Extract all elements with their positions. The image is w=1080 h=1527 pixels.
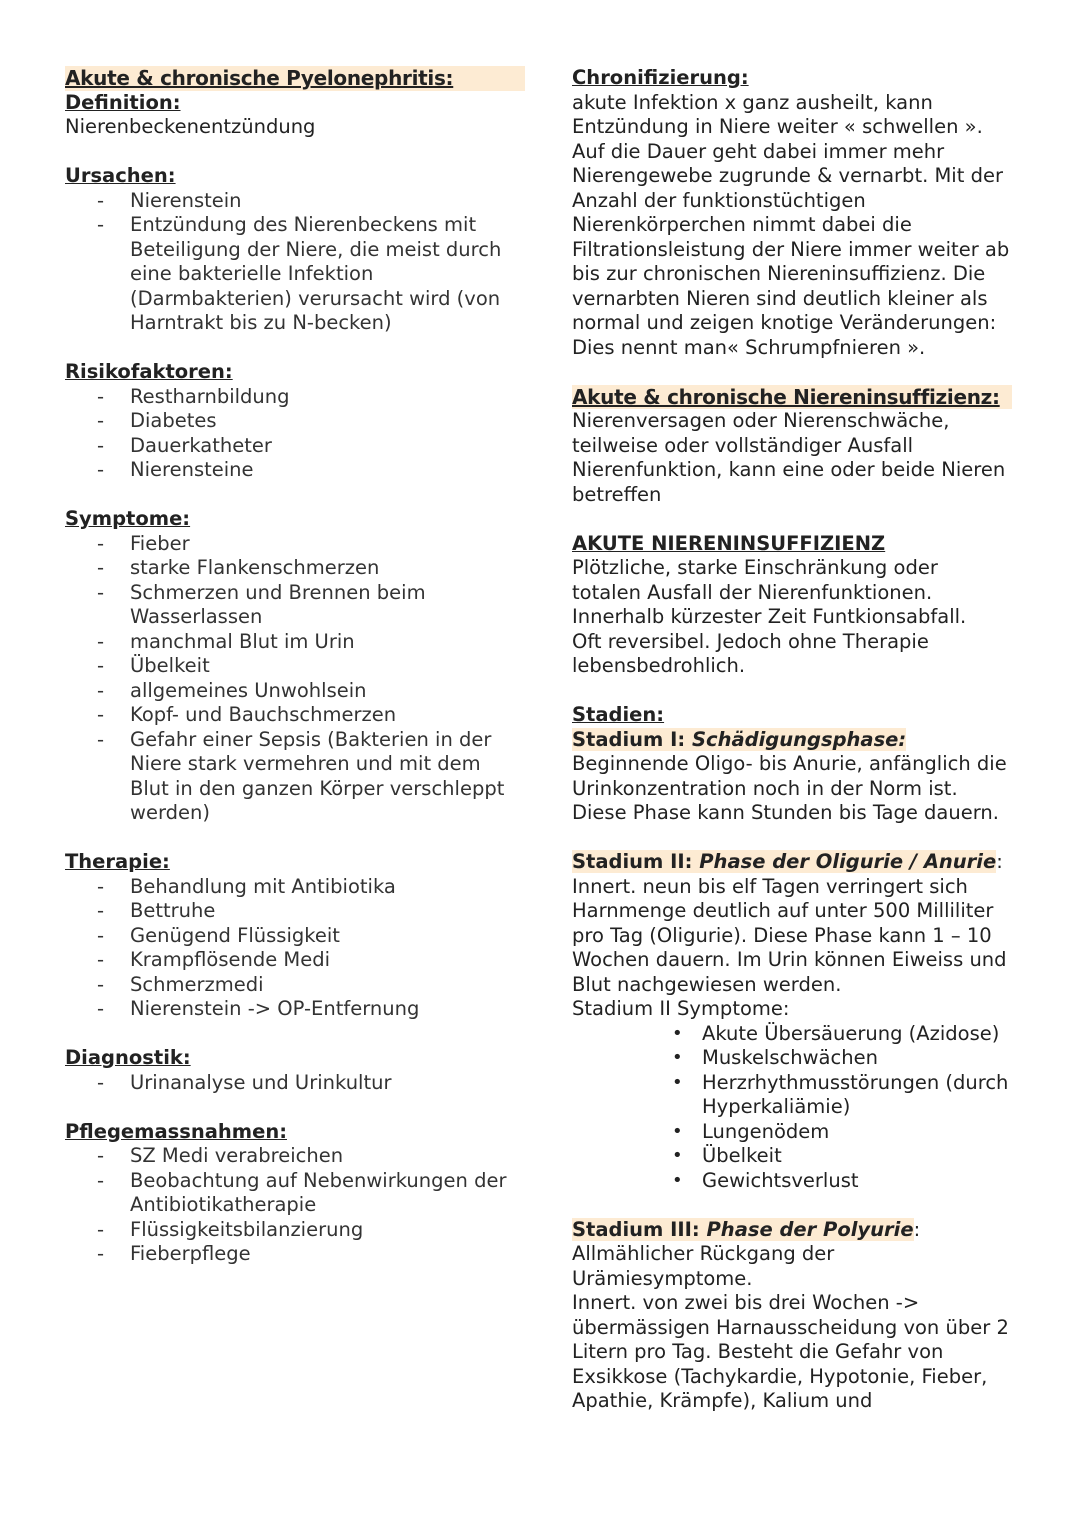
risk-heading: Risikofaktoren: bbox=[65, 360, 233, 383]
stage1-text: Beginnende Oligo- bis Anurie, anfänglich die Urinkonzentration noch in der Norm ist. Diese Phase kann Stunden bis Tage dauern. bbox=[572, 752, 1007, 824]
list-item: - Übelkeit bbox=[65, 654, 525, 679]
definition-text: Nierenbeckenentzündung bbox=[65, 115, 316, 138]
niereninsuffizienz-title: Akute & chronische Niereninsuffizienz: bbox=[572, 385, 1012, 410]
diagnostics-list bbox=[65, 1071, 525, 1096]
list-item: - Fieberpflege bbox=[65, 1242, 525, 1267]
acute-text-2: Oft reversibel. Jedoch ohne Therapie lebensbedrohlich. bbox=[572, 629, 929, 677]
list-item: - Entzündung des Nierenbeckens mit Beteiligung der Niere, die meist durch eine bakterielle Infektion (Darmbakterien) verursacht wird (von Harntrakt bis zu N-becken) bbox=[65, 213, 525, 336]
care-list bbox=[65, 1144, 525, 1267]
list-item: - Diabetes bbox=[65, 409, 525, 434]
list-item: • Muskelschwächen bbox=[572, 1046, 1012, 1071]
stage2-symptoms-list bbox=[572, 1022, 1012, 1194]
acute-text-1: Plötzliche, starke Einschränkung oder totalen Ausfall der Nierenfunktionen. Innerhalb kürzester Zeit Funtkionsabfall. bbox=[572, 556, 967, 628]
list-item: - Dauerkatheter bbox=[65, 434, 525, 459]
stage3-text-1: Allmählicher Rückgang der Urämiesymptome. bbox=[572, 1242, 835, 1290]
list-item: - Genügend Flüssigkeit bbox=[65, 924, 525, 949]
acute-heading: AKUTE NIERENINSUFFIZIENZ bbox=[572, 531, 886, 555]
stage1-title: Stadium I: Schädigungsphase: bbox=[572, 727, 907, 751]
list-item: - Schmerzen und Brennen beim Wasserlassen bbox=[65, 581, 525, 630]
care-heading: Pflegemassnahmen: bbox=[65, 1119, 287, 1143]
list-item: • Akute Übersäuerung (Azidose) bbox=[572, 1022, 1012, 1047]
list-item: - Bettruhe bbox=[65, 899, 525, 924]
chronification-heading: Chronifizierung: bbox=[572, 66, 749, 89]
list-item: - Schmerzmedi bbox=[65, 973, 525, 998]
list-item: - Behandlung mit Antibiotika bbox=[65, 875, 525, 900]
list-item: - SZ Medi verabreichen bbox=[65, 1144, 525, 1169]
list-item: - Krampflösende Medi bbox=[65, 948, 525, 973]
list-item: - Gefahr einer Sepsis (Bakterien in der Niere stark vermehren und mit dem Blut in den ganzen Körper verschleppt werden) bbox=[65, 728, 525, 826]
list-item: - Nierensteine bbox=[65, 458, 525, 483]
pyelonephritis-title: Akute & chronische Pyelonephritis: bbox=[65, 66, 525, 91]
stage2-text: Innert. neun bis elf Tagen verringert sich Harnmenge deutlich auf unter 500 Milliliter pro Tag (Oligurie). Diese Phase kann 1 – 10 Wochen dauern. Im Urin können Eiweiss und Blut nachgewiesen werden. bbox=[572, 874, 1007, 996]
therapy-list bbox=[65, 875, 525, 1022]
list-item: - Urinanalyse und Urinkultur bbox=[65, 1071, 525, 1096]
list-item: - allgemeines Unwohlsein bbox=[65, 679, 525, 704]
stages-heading: Stadien: bbox=[572, 703, 665, 726]
list-item: - Flüssigkeitsbilanzierung bbox=[65, 1218, 525, 1243]
list-item: - Nierenstein -> OP-Entfernung bbox=[65, 997, 525, 1022]
list-item: - Fieber bbox=[65, 532, 525, 557]
list-item: - Kopf- und Bauchschmerzen bbox=[65, 703, 525, 728]
list-item: - Beobachtung auf Nebenwirkungen der Antibiotikatherapie bbox=[65, 1169, 525, 1218]
stage2-title: Stadium II: Phase der Oligurie / Anurie: bbox=[572, 850, 1003, 873]
stage2-symptoms-label: Stadium II Symptome: bbox=[572, 997, 790, 1020]
list-item: - starke Flankenschmerzen bbox=[65, 556, 525, 581]
symptoms-list bbox=[65, 532, 525, 826]
symptoms-heading: Symptome: bbox=[65, 507, 191, 530]
stage3-text-2: Innert. von zwei bis drei Wochen -> übermässigen Harnausscheidung von über 2 Litern pro Tag. Besteht die Gefahr von Exsikkose (Tachykardie, Hypotonie, Fieber, Apathie, Krämpfe), Kalium und bbox=[572, 1291, 1009, 1412]
list-item: • Gewichtsverlust bbox=[572, 1169, 1012, 1194]
list-item: • Herzrhythmusstörungen (durch Hyperkaliämie) bbox=[572, 1071, 1012, 1120]
list-item: - Nierenstein bbox=[65, 189, 525, 214]
list-item: • Übelkeit bbox=[572, 1144, 1012, 1169]
list-item: - manchmal Blut im Urin bbox=[65, 630, 525, 655]
right-column bbox=[572, 66, 1012, 1414]
niereninsuffizienz-intro: Nierenversagen oder Nierenschwäche, teilweise oder vollständiger Ausfall Nierenfunktion, kann eine oder beide Nieren betreffen bbox=[572, 409, 1006, 506]
definition-heading: Definition: bbox=[65, 90, 181, 114]
left-column bbox=[65, 66, 525, 1267]
diagnostics-heading: Diagnostik: bbox=[65, 1046, 191, 1069]
stage3-title: Stadium III: Phase der Polyurie: bbox=[572, 1217, 921, 1241]
list-item: • Lungenödem bbox=[572, 1120, 1012, 1145]
risk-list bbox=[65, 385, 525, 483]
list-item: - Restharnbildung bbox=[65, 385, 525, 410]
therapy-heading: Therapie: bbox=[65, 850, 170, 873]
causes-heading: Ursachen: bbox=[65, 164, 176, 187]
chronification-text: akute Infektion x ganz ausheilt, kann Entzündung in Niere weiter « schwellen ». Auf die Dauer geht dabei immer mehr Nierengewebe zugrunde & vernarbt. Mit der Anzahl der funktionstüchtigen Nierenkörperchen nimmt dabei die Filtrationsleistung der Niere immer weiter ab bis zur chronischen Niereninsuffizienz. Die vernarbten Nieren sind deutlich kleiner als normal und zeigen knotige Veränderungen: Dies nennt man« Schrumpfnieren ». bbox=[572, 90, 1010, 359]
causes-list bbox=[65, 189, 525, 336]
